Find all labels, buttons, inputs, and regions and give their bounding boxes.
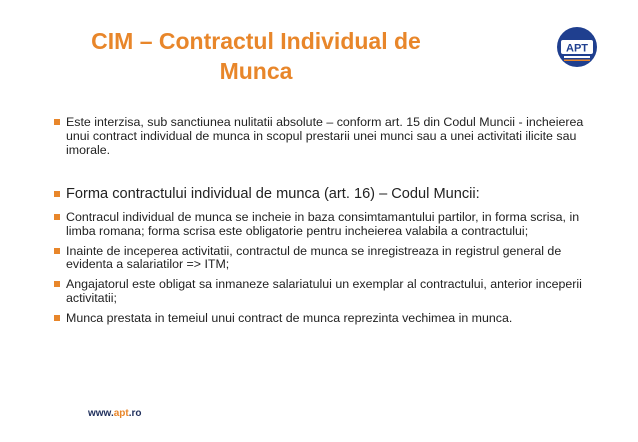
- footer-prefix: www.: [88, 408, 114, 419]
- bullet-icon: [54, 315, 60, 321]
- list-item: [54, 211, 594, 239]
- apt-logo: [556, 26, 598, 68]
- list-item-text: Este interzisa, sub sanctiunea nulitatii absolute – conform art. 15 din Codul Muncii - incheierea unui contract individual de munca in scopul prestarii unei munci sau a unei activitati ilicite sau imorale.: [66, 115, 584, 157]
- list-item-text: Contracul individual de munca se incheie in baza consimtamantului partilor, in forma scrisa, in limba romana; forma scrisa este obligatorie pentru incheierea valabila a contractului;: [66, 210, 580, 238]
- list-item: [54, 116, 594, 157]
- bullet-icon: [54, 214, 60, 220]
- bullet-icon: [54, 248, 60, 254]
- intro-list: [54, 116, 594, 163]
- logo-text: APT: [566, 42, 588, 55]
- list-item-text: Angajatorul este obligat sa inmaneze salariatului un exemplar al contractului, anterior inceperii activitatii;: [66, 277, 582, 305]
- bullet-icon: [54, 119, 60, 125]
- list-item: [54, 312, 594, 326]
- form-list: [54, 186, 594, 332]
- list-item-text: Munca prestata in temeiul unui contract de munca reprezinta vechimea in munca.: [66, 310, 513, 325]
- section-heading-text: Forma contractului individual de munca (art. 16) – Codul Muncii:: [66, 186, 480, 202]
- title-line-2: Munca: [219, 58, 293, 84]
- section-heading: [54, 186, 594, 203]
- footer-accent: apt: [113, 408, 129, 419]
- footer-suffix: .ro: [128, 408, 142, 419]
- title-line-1: CIM – Contractul Individual de: [91, 28, 421, 54]
- footer-link[interactable]: [88, 408, 142, 419]
- list-item: [54, 278, 594, 306]
- list-item-text: Inainte de inceperea activitatii, contractul de munca se inregistreaza in registrul general de evidenta a salariatilor => ITM;: [66, 243, 562, 272]
- list-item: [54, 245, 594, 273]
- bullet-icon: [54, 191, 60, 197]
- page-title: [56, 26, 456, 86]
- bullet-icon: [54, 281, 60, 287]
